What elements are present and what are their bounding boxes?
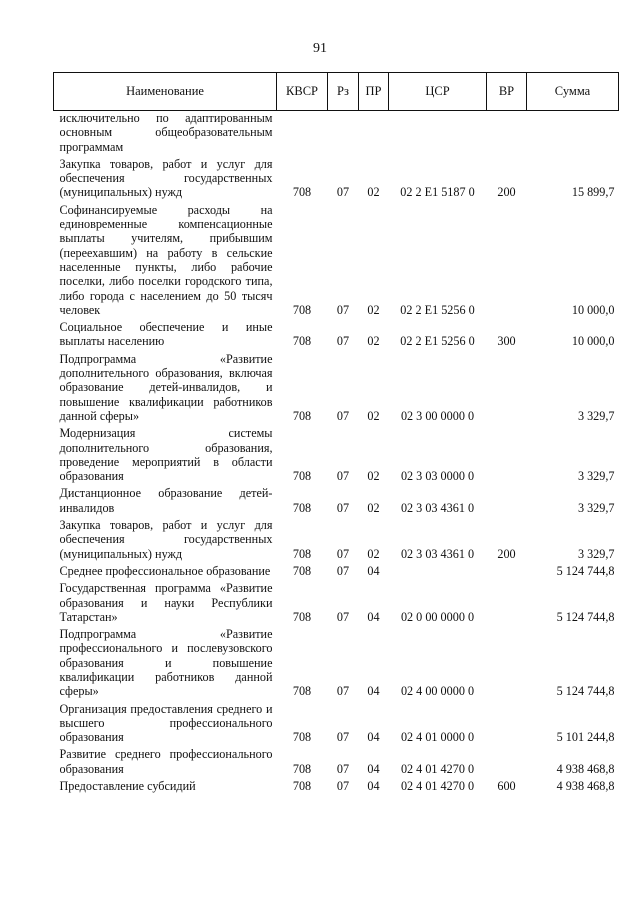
budget-table <box>53 72 619 794</box>
cell-name: Закупка товаров, работ и услуг для обеспечения государственных (муниципальных) нужд <box>59 156 273 200</box>
cell-vr: 200 <box>497 185 516 200</box>
cell-vr: 600 <box>497 779 516 794</box>
header-rz: Рз <box>328 73 359 111</box>
cell-vr <box>487 625 527 699</box>
cell-rz: 07 <box>336 302 350 317</box>
cell-kvsr: 708 <box>292 334 312 349</box>
cell-csr: 02 4 01 4270 0 <box>400 779 475 794</box>
table-row <box>54 111 619 155</box>
cell-csr: 02 3 03 0000 0 <box>400 469 475 484</box>
cell-name: Социальное обеспечение и иные выплаты населению <box>59 320 273 349</box>
cell-pr: 02 <box>367 500 380 515</box>
cell-pr: 04 <box>367 761 380 776</box>
cell-csr: 02 4 00 0000 0 <box>400 684 475 699</box>
cell-rz: 07 <box>336 500 350 515</box>
cell-name: Среднее профессиональное образование <box>59 563 271 578</box>
cell-csr <box>389 111 487 155</box>
header-name: Наименование <box>54 73 277 111</box>
cell-vr <box>487 201 527 318</box>
cell-vr <box>487 579 527 625</box>
cell-name: Модернизация системы дополнительного образования, проведение мероприятий в области образования <box>59 426 273 484</box>
cell-name: Предоставление субсидий <box>59 779 196 794</box>
table-row <box>54 155 619 201</box>
cell-name: Подпрограмма «Развитие дополнительного образования, включая образование детей-инвалидов, и повышение квалификации работников данной сферы» <box>59 351 273 423</box>
header-kvsr: КВСР <box>277 73 328 111</box>
cell-csr: 02 2 Е1 5187 0 <box>400 185 475 200</box>
cell-vr: 300 <box>497 334 516 349</box>
cell-name: Развитие среднего профессионального образования <box>59 747 273 776</box>
cell-rz: 07 <box>336 779 350 794</box>
cell-kvsr: 708 <box>292 730 312 745</box>
page-number: 91 <box>313 41 327 56</box>
cell-kvsr: 708 <box>292 761 312 776</box>
cell-rz: 07 <box>336 684 350 699</box>
cell-kvsr: 708 <box>292 469 312 484</box>
cell-sum: 3 329,7 <box>577 546 615 561</box>
cell-kvsr: 708 <box>292 563 312 578</box>
table-row <box>54 625 619 699</box>
cell-kvsr <box>277 111 328 155</box>
header-csr: ЦСР <box>389 73 487 111</box>
table-row <box>54 700 619 746</box>
cell-name: Организация предоставления среднего и высшего профессионального образования <box>59 701 273 745</box>
table-header <box>54 73 619 111</box>
header-vr: ВР <box>487 73 527 111</box>
header-pr: ПР <box>359 73 389 111</box>
cell-csr: 02 4 01 0000 0 <box>400 730 475 745</box>
cell-rz: 07 <box>336 469 350 484</box>
cell-sum: 5 101 244,8 <box>556 730 615 745</box>
cell-vr: 200 <box>497 546 516 561</box>
cell-csr: 02 2 Е1 5256 0 <box>400 302 475 317</box>
cell-pr: 04 <box>367 730 380 745</box>
cell-sum: 4 938 468,8 <box>556 779 615 794</box>
cell-vr <box>487 745 527 777</box>
cell-vr <box>487 700 527 746</box>
cell-rz: 07 <box>336 609 350 624</box>
cell-pr: 02 <box>367 469 380 484</box>
cell-kvsr: 708 <box>292 609 312 624</box>
cell-sum <box>527 111 619 155</box>
cell-kvsr: 708 <box>292 779 312 794</box>
cell-rz: 07 <box>336 185 350 200</box>
table-row <box>54 516 619 562</box>
cell-sum: 4 938 468,8 <box>556 761 615 776</box>
cell-name: Государственная программа «Развитие образования и науки Республики Татарстан» <box>59 581 273 624</box>
cell-sum: 10 000,0 <box>571 334 615 349</box>
cell-pr: 04 <box>367 609 380 624</box>
cell-pr: 02 <box>367 546 380 561</box>
cell-csr: 02 2 Е1 5256 0 <box>400 334 475 349</box>
cell-rz: 07 <box>336 408 350 423</box>
table-row <box>54 424 619 484</box>
cell-kvsr: 708 <box>292 185 312 200</box>
cell-pr: 02 <box>367 408 380 423</box>
cell-vr <box>487 350 527 424</box>
cell-csr: 02 4 01 4270 0 <box>400 761 475 776</box>
table-row <box>54 745 619 777</box>
cell-sum: 5 124 744,8 <box>556 684 615 699</box>
table-row <box>54 777 619 794</box>
table-body <box>54 111 619 795</box>
cell-sum: 5 124 744,8 <box>556 563 615 578</box>
cell-pr: 02 <box>367 334 380 349</box>
cell-name: исключительно по адаптированным основным общеобразовательным программам <box>59 111 273 154</box>
cell-vr <box>487 111 527 155</box>
cell-name: Подпрограмма «Развитие профессионального и послевузовского образования и повышение квалификации работников данной сферы» <box>59 627 273 699</box>
table-row <box>54 318 619 350</box>
cell-vr <box>487 562 527 579</box>
cell-rz: 07 <box>336 761 350 776</box>
cell-csr <box>389 562 487 579</box>
cell-sum: 3 329,7 <box>577 469 615 484</box>
table-row <box>54 201 619 318</box>
cell-name: Дистанционное образование детей-инвалидов <box>59 486 273 515</box>
cell-rz <box>328 111 359 155</box>
cell-kvsr: 708 <box>292 500 312 515</box>
table-row <box>54 350 619 424</box>
cell-vr <box>487 484 527 516</box>
cell-pr: 02 <box>367 302 380 317</box>
cell-pr <box>359 111 389 155</box>
cell-csr: 02 3 03 4361 0 <box>400 546 475 561</box>
cell-sum: 10 000,0 <box>571 302 615 317</box>
cell-sum: 5 124 744,8 <box>556 609 615 624</box>
cell-name: Софинансируемые расходы на единовременные компенсационные выплаты учителям, прибывшим (переехавшим) на работу в сельские населенные пункты, либо рабочие поселки, либо поселки городского типа, либо города с населением до 50 тысяч человек <box>59 202 273 317</box>
cell-kvsr: 708 <box>292 684 312 699</box>
table-row <box>54 562 619 579</box>
cell-vr <box>487 424 527 484</box>
cell-sum: 15 899,7 <box>571 185 615 200</box>
table-row <box>54 579 619 625</box>
cell-sum: 3 329,7 <box>577 500 615 515</box>
cell-kvsr: 708 <box>292 546 312 561</box>
table-row <box>54 484 619 516</box>
cell-rz: 07 <box>336 730 350 745</box>
header-sum: Сумма <box>527 73 619 111</box>
cell-pr: 04 <box>367 563 380 578</box>
cell-pr: 04 <box>367 779 380 794</box>
cell-csr: 02 3 00 0000 0 <box>400 408 475 423</box>
cell-csr: 02 3 03 4361 0 <box>400 500 475 515</box>
cell-sum: 3 329,7 <box>577 408 615 423</box>
cell-pr: 04 <box>367 684 380 699</box>
cell-pr: 02 <box>367 185 380 200</box>
cell-kvsr: 708 <box>292 302 312 317</box>
cell-kvsr: 708 <box>292 408 312 423</box>
cell-rz: 07 <box>336 563 350 578</box>
cell-name: Закупка товаров, работ и услуг для обеспечения государственных (муниципальных) нужд <box>59 518 273 561</box>
cell-rz: 07 <box>336 334 350 349</box>
cell-rz: 07 <box>336 546 350 561</box>
cell-csr: 02 0 00 0000 0 <box>400 609 475 624</box>
